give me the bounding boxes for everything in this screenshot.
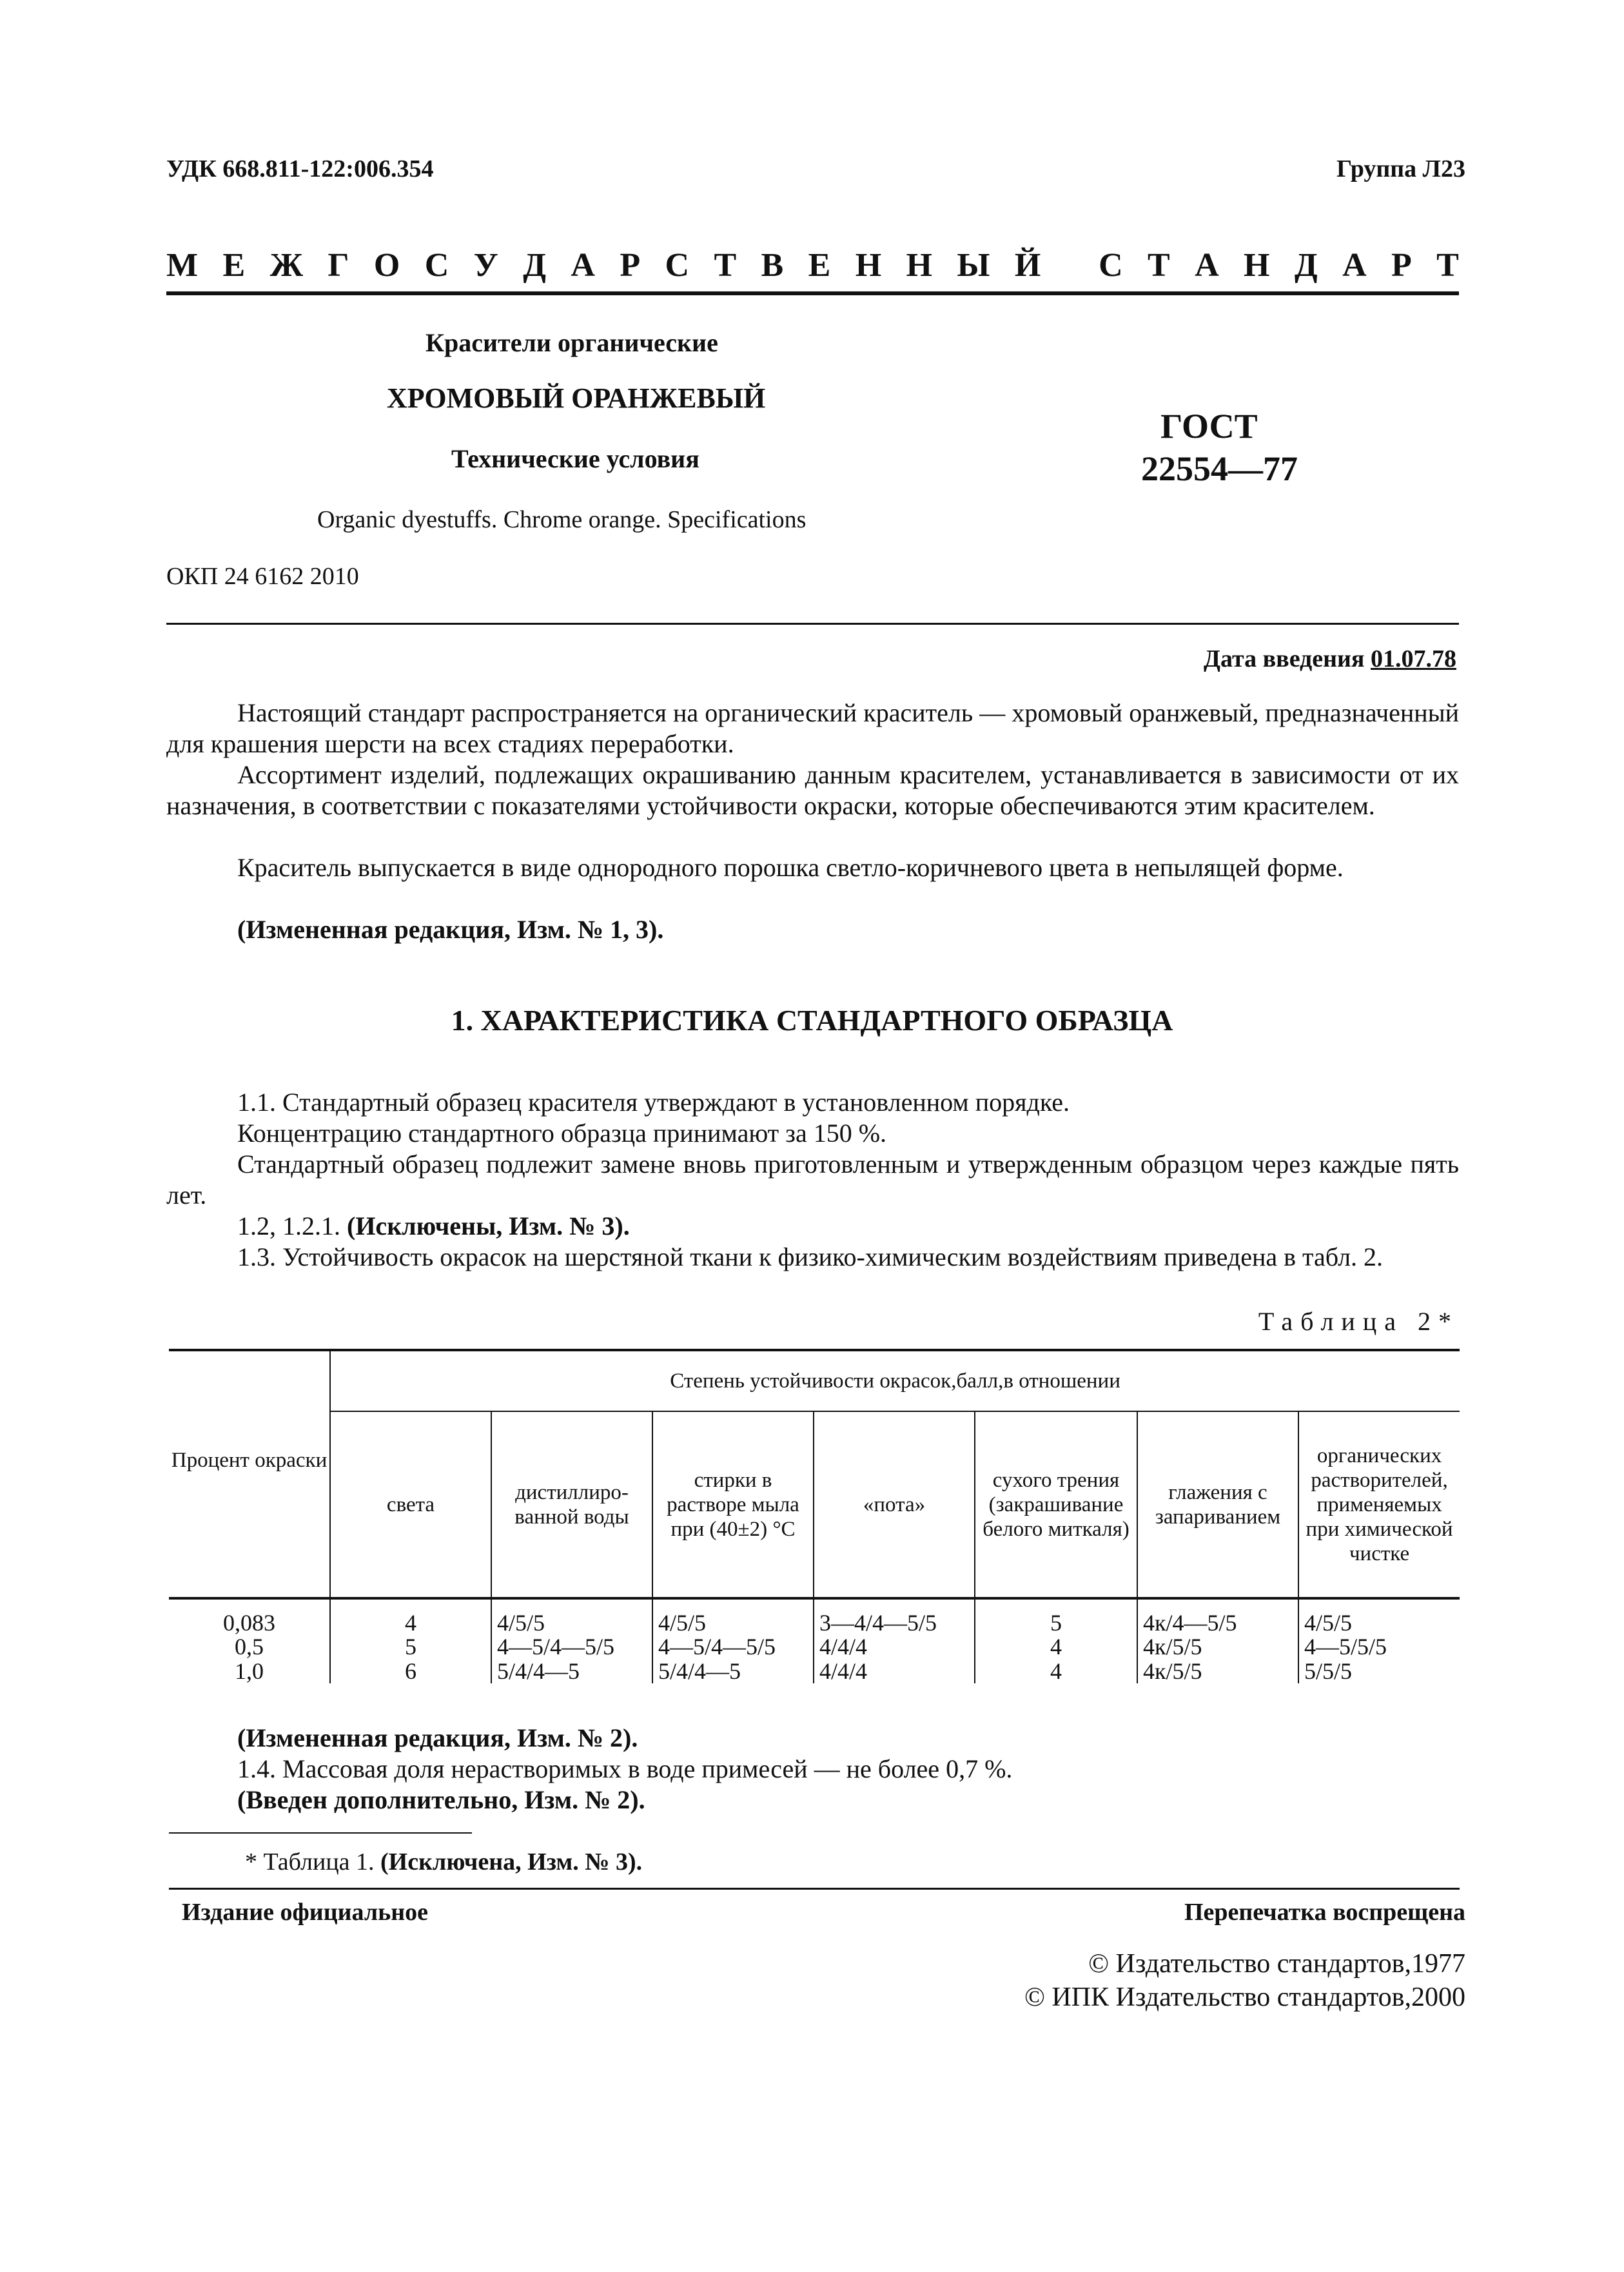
table-cell: 4 xyxy=(975,1659,1137,1683)
clause-1-2-excluded: (Исключены, Изм. № 3). xyxy=(347,1211,630,1240)
table-cell: 0,083 xyxy=(223,1610,275,1636)
table-cell: 4/5/5 xyxy=(1298,1598,1460,1634)
table-amendment-note: (Измененная редакция, Изм. № 2). xyxy=(237,1723,638,1752)
heading-letter: О xyxy=(373,247,400,284)
heading-letter: Ы xyxy=(957,247,990,284)
heading-letter: Т xyxy=(714,247,737,284)
footnote-excluded: (Исключена, Изм. № 3). xyxy=(380,1848,643,1875)
footer-rule xyxy=(169,1888,1460,1890)
heading-letter: Й xyxy=(1014,247,1041,284)
heading-letter: В xyxy=(761,247,784,284)
heading-letter: Д xyxy=(1294,247,1318,284)
group-code: Группа Л23 xyxy=(1336,155,1465,182)
table-row xyxy=(169,1634,1460,1659)
intro-amendment-note: (Измененная редакция, Изм. № 1, 3). xyxy=(237,915,664,944)
table-cell: 1,0 xyxy=(235,1658,264,1684)
clause-1-1: 1.1. Стандартный образец красителя утверждают в установленном порядке. xyxy=(237,1088,1070,1117)
footnote-text: * Таблица 1. xyxy=(245,1848,375,1875)
interstate-standard-heading xyxy=(166,246,1459,284)
copyright-2000: © ИПК Издательство стандартов,2000 xyxy=(1024,1983,1465,2012)
table-cell: 5 xyxy=(975,1598,1137,1634)
heading-letter: А xyxy=(1342,247,1367,284)
table-cell: 4 xyxy=(330,1598,491,1634)
heading-letter: Н xyxy=(855,247,882,284)
heading-letter: У xyxy=(473,247,498,284)
title-line-1: Красители органические xyxy=(426,328,718,357)
clause-1-4-added-note: (Введен дополнительно, Изм. № 2). xyxy=(237,1785,645,1814)
english-title: Organic dyestuffs. Chrome orange. Specifications xyxy=(317,506,807,533)
gost-label: ГОСТ xyxy=(1160,407,1258,446)
date-value: 01.07.78 xyxy=(1371,645,1456,672)
gost-number: 22554—77 xyxy=(1141,449,1298,488)
heading-letter: Н xyxy=(906,247,932,284)
header-rule xyxy=(166,291,1459,295)
heading-letter: С xyxy=(1099,247,1123,284)
table-row xyxy=(169,1598,1460,1634)
heading-letter: Д xyxy=(523,247,546,284)
heading-letter: Т xyxy=(1148,247,1170,284)
title-line-2: ХРОМОВЫЙ ОРАНЖЕВЫЙ xyxy=(387,382,766,414)
clause-1-1-replacement: Стандартный образец подлежит замене вновь приготовленным и утвержденным образцом через каждые пять лет. xyxy=(166,1150,1459,1209)
heading-letter: Ж xyxy=(269,247,303,284)
col-header-sweat: «пота» xyxy=(814,1411,975,1598)
table-cell: 6 xyxy=(330,1659,491,1683)
heading-letter: С xyxy=(665,247,690,284)
clause-1-1-concentration: Концентрацию стандартного образца принимают за 150 %. xyxy=(237,1119,887,1148)
clause-1-4: 1.4. Массовая доля нерастворимых в воде примесей — не более 0,7 %. xyxy=(237,1754,1013,1783)
udk-code: УДК 668.811-122:006.354 xyxy=(166,155,434,182)
heading-letter: А xyxy=(1195,247,1219,284)
table-cell: 4к/5/5 xyxy=(1137,1659,1298,1683)
table-cell: 0,5 xyxy=(235,1634,264,1660)
col-header-washing: стирки в растворе мыла при (40±2) °С xyxy=(652,1411,814,1598)
heading-letter xyxy=(1066,246,1074,284)
heading-letter: М xyxy=(166,247,199,284)
footnote-rule xyxy=(169,1832,472,1834)
fastness-table xyxy=(169,1349,1460,1683)
table-cell: 5/4/4—5 xyxy=(652,1659,814,1683)
official-edition: Издание официальное xyxy=(182,1899,429,1926)
footnote xyxy=(245,1848,642,1876)
heading-letter: Г xyxy=(328,247,349,284)
intro-paragraph-3: Краситель выпускается в виде однородного порошка светло-коричневого цвета в непылящей форме. xyxy=(237,853,1344,882)
table-cell: 4/5/5 xyxy=(491,1598,652,1634)
col-header-rubbing: сухого трения (закрашивание белого миткаля) xyxy=(975,1411,1137,1598)
table-cell: 4/4/4 xyxy=(814,1634,975,1659)
table-row xyxy=(169,1659,1460,1683)
okp-code: ОКП 24 6162 2010 xyxy=(166,563,359,590)
heading-letter: Т xyxy=(1436,247,1459,284)
col-header-solvents: органических растворителей, применяемых при химической чистке xyxy=(1298,1411,1460,1598)
table-caption: Таблица 2* xyxy=(1258,1307,1459,1336)
table-cell: 4—5/5/5 xyxy=(1298,1634,1460,1659)
table-cell: 4/5/5 xyxy=(652,1598,814,1634)
clause-1-2-number: 1.2, 1.2.1. xyxy=(237,1211,340,1240)
heading-letter: Е xyxy=(808,247,831,284)
heading-letter: Н xyxy=(1244,247,1270,284)
table-cell: 5 xyxy=(330,1634,491,1659)
col-header-light: света xyxy=(330,1411,491,1598)
heading-letter: А xyxy=(571,247,595,284)
introduction-date xyxy=(1204,645,1456,673)
row-header-cell: Процент окраски xyxy=(169,1350,330,1598)
table-cell: 4к/4—5/5 xyxy=(1137,1598,1298,1634)
table-cell: 4 xyxy=(975,1634,1137,1659)
title-line-3: Технические условия xyxy=(451,444,699,473)
table-cell: 5/5/5 xyxy=(1298,1659,1460,1683)
heading-letter: Р xyxy=(620,247,641,284)
heading-letter: Р xyxy=(1391,247,1412,284)
col-header-water: дистиллиро-ванной воды xyxy=(491,1411,652,1598)
group-header: Степень устойчивости окрасок,балл,в отношении xyxy=(330,1350,1460,1411)
heading-letter: С xyxy=(424,247,449,284)
date-label: Дата введения xyxy=(1203,645,1365,672)
clause-1-3: 1.3. Устойчивость окрасок на шерстяной ткани к физико-химическим воздействиям приведена в табл. 2. xyxy=(237,1242,1384,1271)
table-cell: 4—5/4—5/5 xyxy=(491,1634,652,1659)
intro-paragraph-2: Ассортимент изделий, подлежащих окрашиванию данным красителем, устанавливается в зависимости от их назначения, в соответствии с показателями устойчивости окраски, которые обеспечиваются этим красителем. xyxy=(166,760,1459,820)
intro-paragraph-1: Настоящий стандарт распространяется на органический краситель — хромовый оранжевый, предназначенный для крашения шерсти на всех стадиях переработки. xyxy=(166,698,1459,758)
heading-letter: Е xyxy=(222,247,246,284)
table-cell: 4к/5/5 xyxy=(1137,1634,1298,1659)
title-rule xyxy=(166,623,1459,625)
copyright-1977: © Издательство стандартов,1977 xyxy=(1088,1949,1465,1979)
section-1-title: 1. ХАРАКТЕРИСТИКА СТАНДАРТНОГО ОБРАЗЦА xyxy=(451,1004,1173,1037)
table-cell: 4—5/4—5/5 xyxy=(652,1634,814,1659)
table-cell: 5/4/4—5 xyxy=(491,1659,652,1683)
clause-1-2 xyxy=(166,1211,1459,1242)
reprint-prohibited: Перепечатка воспрещена xyxy=(1184,1899,1465,1926)
table-cell: 3—4/4—5/5 xyxy=(814,1598,975,1634)
table-cell: 4/4/4 xyxy=(814,1659,975,1683)
col-header-ironing: глажения с запариванием xyxy=(1137,1411,1298,1598)
